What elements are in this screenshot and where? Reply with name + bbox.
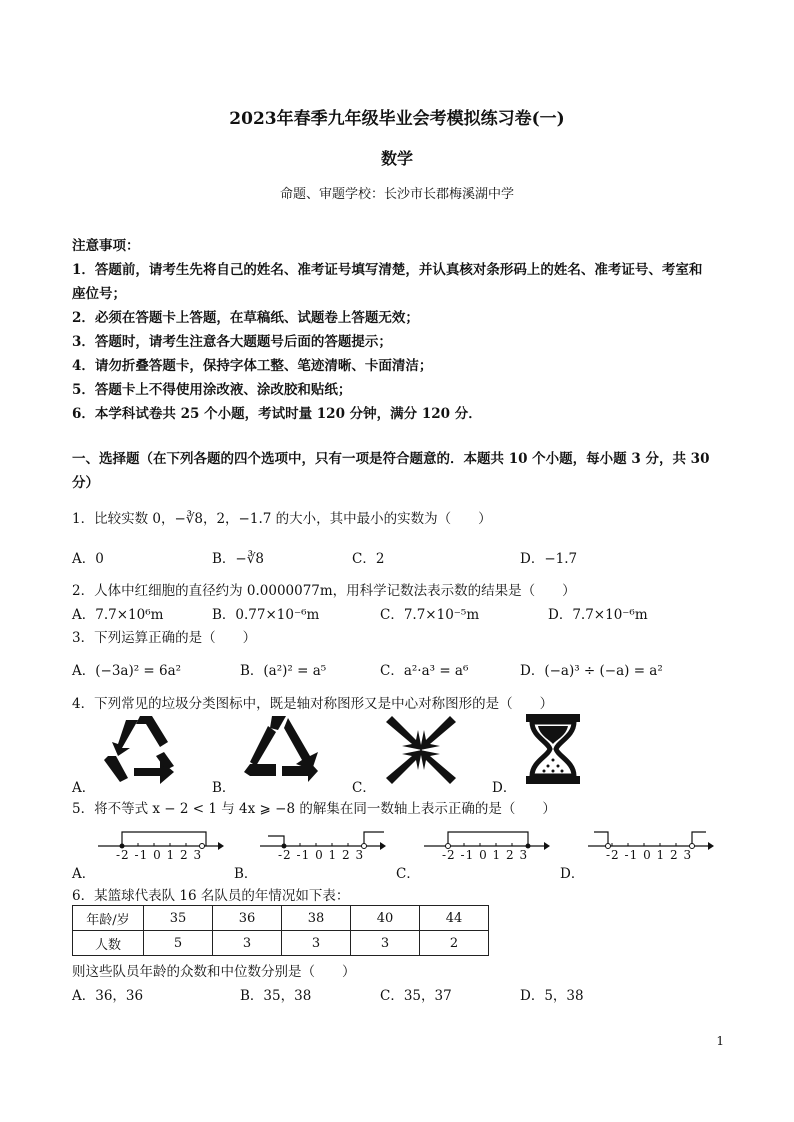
axis-labels-a: -2 -1 0 1 2 3 — [116, 848, 203, 862]
q1-option-d[interactable]: D．−1.7 — [520, 551, 578, 567]
exam-title: 2023年春季九年级毕业会考模拟练习卷(一) — [229, 109, 565, 129]
q6-option-d[interactable]: D．5，38 — [520, 988, 584, 1004]
hourglass-icon-d — [526, 714, 580, 784]
q2-stem: 2．人体中红细胞的直径约为 0.0000077m，用科学记数法表示数的结果是（ ） — [72, 583, 576, 599]
q4-option-d[interactable]: D． — [492, 780, 517, 796]
table-cell: 3 — [351, 931, 420, 956]
q2-option-d[interactable]: D．7.7×10⁻⁶m — [548, 607, 648, 623]
q3-option-a[interactable]: A．(−3a)² = 6a² — [72, 663, 182, 679]
table-cell: 36 — [213, 906, 282, 931]
section-heading-cont: 分） — [72, 475, 99, 491]
note-item: 6．本学科试卷共 25 个小题，考试时量 120 分钟，满分 120 分． — [72, 406, 482, 422]
q4-stem: 4．下列常见的垃圾分类图标中，既是轴对称图形又是中心对称图形的是（ ） — [72, 696, 554, 712]
note-item: 2．必须在答题卡上答题，在草稿纸、试题卷上答题无效； — [72, 310, 419, 326]
q5-option-d[interactable]: D． — [560, 866, 585, 882]
page-number: 1 — [716, 1034, 724, 1048]
note-item: 5．答题卡上不得使用涂改液、涂改胶和贴纸； — [72, 382, 352, 398]
q3-option-d[interactable]: D．(−a)³ ÷ (−a) = a² — [520, 663, 663, 679]
section-heading: 一、选择题（在下列各题的四个选项中，只有一项是符合题意的．本题共 10 个小题，每小题 3 分，共 30 — [72, 451, 710, 467]
q1-stem: 1．比较实数 0，−∛8，2，−1.7 的大小，其中最小的实数为（ ） — [72, 511, 492, 527]
table-cell: 44 — [420, 906, 489, 931]
q2-option-a[interactable]: A．7.7×10⁶m — [72, 607, 164, 623]
age-table — [72, 905, 489, 956]
q4-option-b[interactable]: B． — [212, 780, 236, 796]
q1-option-b[interactable]: B．−∛8 — [212, 551, 264, 567]
table-row — [73, 931, 489, 956]
q5-stem: 5．将不等式 x − 2 < 1 与 4x ⩾ −8 的解集在同一数轴上表示正确的是（ ） — [72, 801, 556, 817]
inward-arrows-icon-c — [386, 716, 456, 784]
table-cell: 5 — [144, 931, 213, 956]
q4-option-c[interactable]: C． — [352, 780, 376, 796]
q5-option-c[interactable]: C． — [396, 866, 420, 882]
table-header-cell: 人数 — [73, 931, 144, 956]
table-cell: 40 — [351, 906, 420, 931]
q6-stem: 6．某篮球代表队 16 名队员的年情况如下表： — [72, 888, 350, 904]
recycle-triangle-icon-b — [240, 714, 320, 786]
school-line: 命题、审题学校：长沙市长郡梅溪湖中学 — [279, 187, 514, 202]
table-cell: 3 — [213, 931, 282, 956]
notes-heading: 注意事项： — [72, 238, 140, 254]
axis-labels-d: -2 -1 0 1 2 3 — [606, 848, 693, 862]
table-cell: 2 — [420, 931, 489, 956]
table-row — [73, 906, 489, 931]
q4-option-a[interactable]: A． — [72, 780, 96, 796]
q6-option-b[interactable]: B．35，38 — [240, 988, 312, 1004]
axis-labels-b: -2 -1 0 1 2 3 — [278, 848, 365, 862]
q6-question: 则这些队员年龄的众数和中位数分别是（ ） — [72, 964, 356, 980]
q5-option-a[interactable]: A． — [72, 866, 96, 882]
q1-option-c[interactable]: C．2 — [352, 551, 385, 567]
q1-option-a[interactable]: A．0 — [72, 551, 104, 567]
table-header-cell: 年龄/岁 — [73, 906, 144, 931]
recycle-arrows-icon-a — [100, 712, 180, 787]
q2-option-c[interactable]: C．7.7×10⁻⁵m — [380, 607, 480, 623]
subject-title: 数学 — [380, 149, 413, 168]
table-cell: 38 — [282, 906, 351, 931]
table-cell: 35 — [144, 906, 213, 931]
note-item: 座位号； — [72, 286, 126, 302]
q3-stem: 3．下列运算正确的是（ ） — [72, 630, 257, 646]
q6-option-a[interactable]: A．36，36 — [72, 988, 144, 1004]
q3-option-c[interactable]: C．a²·a³ = a⁶ — [380, 663, 469, 679]
note-item: 3．答题时，请考生注意各大题题号后面的答题提示； — [72, 334, 392, 350]
axis-labels-c: -2 -1 0 1 2 3 — [442, 848, 529, 862]
table-cell: 3 — [282, 931, 351, 956]
note-item: 4．请勿折叠答题卡，保持字体工整、笔迹清晰、卡面清洁； — [72, 358, 433, 374]
q6-option-c[interactable]: C．35，37 — [380, 988, 452, 1004]
q3-option-b[interactable]: B．(a²)² = a⁵ — [240, 663, 327, 679]
q5-option-b[interactable]: B． — [234, 866, 258, 882]
q2-option-b[interactable]: B．0.77×10⁻⁶m — [212, 607, 320, 623]
note-item: 1．答题前，请考生先将自己的姓名、准考证号填写清楚，并认真核对条形码上的姓名、准考证号、考室和 — [72, 262, 703, 278]
